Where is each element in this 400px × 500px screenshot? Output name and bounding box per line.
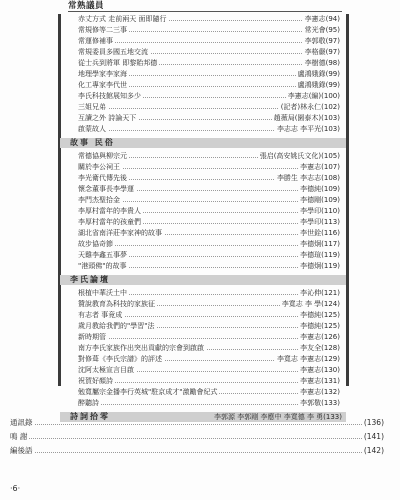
header-rule bbox=[68, 11, 342, 12]
toc-entry[interactable] bbox=[64, 184, 342, 195]
toc-entry[interactable] bbox=[64, 310, 342, 321]
entry-author-page: 李憲志(130) bbox=[300, 366, 340, 374]
entry-title: 天雞李鑫五事夢 bbox=[78, 251, 127, 259]
toc-entry[interactable] bbox=[64, 80, 342, 91]
header-title: 常熟議員 bbox=[68, 1, 105, 11]
entry-title: 李氏科技館展知多少 bbox=[78, 92, 141, 100]
entry-author-page: 盧鴻娥錄(99) bbox=[297, 81, 340, 89]
entry-author-page: 李憲志(131) bbox=[300, 377, 340, 385]
section-right-label: 李郭源 李郭剛 李應中 李寬德 李 勇(133) bbox=[214, 413, 342, 421]
entry-title: 歲月教給我們的"學習"法 bbox=[78, 322, 155, 330]
entry-author-page: 李德純(125) bbox=[300, 322, 340, 330]
entry-title: 根植中華沃土中 bbox=[78, 289, 127, 297]
toc-entry[interactable] bbox=[64, 124, 342, 135]
entry-author-page: 李寬志 李 學(124) bbox=[281, 300, 340, 308]
entry-title: 化工專家李代世 bbox=[78, 81, 127, 89]
toc-column bbox=[64, 14, 342, 425]
bottom-entry[interactable] bbox=[10, 430, 384, 444]
section-header bbox=[64, 274, 342, 286]
entry-title: 醉聽詩 bbox=[78, 399, 99, 407]
entry-title: 常運修補事 bbox=[78, 37, 113, 45]
entry-author-page: 常光會(95) bbox=[304, 26, 340, 34]
entry-title: 赤丈方式 走前兩天 面即隨行 bbox=[78, 15, 167, 23]
dot-leader bbox=[10, 452, 384, 453]
toc-entry[interactable] bbox=[64, 228, 342, 239]
entry-title: 李光衛代傳先後 bbox=[78, 174, 127, 182]
toc-entry[interactable] bbox=[64, 354, 342, 365]
left-bar bbox=[58, 14, 61, 386]
entry-title: 湖北省南洋莊李家神的故事 bbox=[78, 229, 162, 237]
entry-title: 新時期管 bbox=[78, 333, 106, 341]
toc-entry[interactable] bbox=[64, 151, 342, 162]
toc-entry[interactable] bbox=[64, 91, 342, 102]
entry-author-page: 李格嚴(97) bbox=[304, 48, 340, 56]
toc-entry[interactable] bbox=[64, 321, 342, 332]
entry-author-page: 張启(高安姚氏文化)(105) bbox=[259, 152, 340, 160]
toc-entry[interactable] bbox=[64, 47, 342, 58]
bottom-entry-title: 通訊錄 bbox=[10, 416, 35, 430]
entry-author-page: 李樹德(98) bbox=[304, 59, 340, 67]
entry-author-page: 李憲志(107) bbox=[300, 163, 340, 171]
entry-author-page: 李德炯(117) bbox=[300, 240, 340, 248]
toc-entry[interactable] bbox=[64, 365, 342, 376]
toc-entry[interactable] bbox=[64, 162, 342, 173]
entry-author-page: 盧鴻娥錄(99) bbox=[297, 70, 340, 78]
entry-author-page: 李沁伸(121) bbox=[300, 289, 340, 297]
toc-entry[interactable] bbox=[64, 173, 342, 184]
toc-entry[interactable] bbox=[64, 239, 342, 250]
toc-entry[interactable] bbox=[64, 14, 342, 25]
section-header bbox=[64, 137, 342, 149]
bottom-list bbox=[10, 416, 384, 458]
entry-author-page: 趙薇局(園泰木)(103) bbox=[273, 114, 340, 122]
entry-title: 互讀之外 詩論天下 bbox=[78, 114, 137, 122]
toc-entry[interactable] bbox=[64, 195, 342, 206]
entry-author-page: 李憲志(132) bbox=[300, 388, 340, 396]
entry-title: "港頭佛"的故事 bbox=[78, 262, 127, 270]
entry-author-page: 李憲志(94) bbox=[304, 15, 340, 23]
entry-title: 三姐兄弟 bbox=[78, 103, 106, 111]
toc-entry[interactable] bbox=[64, 398, 342, 409]
entry-title: 對修葺《李氏宗譜》的評述 bbox=[78, 355, 162, 363]
dot-leader bbox=[10, 424, 384, 425]
section-label: 李氏論壇 bbox=[70, 275, 110, 284]
bottom-entry-page: (136) bbox=[362, 416, 384, 430]
page-number: ·6· bbox=[10, 484, 21, 493]
bottom-entry-title: 編後語 bbox=[10, 444, 35, 458]
toc-entry[interactable] bbox=[64, 299, 342, 310]
entry-title: 關於李公祠王 bbox=[78, 163, 120, 171]
page-header bbox=[0, 0, 400, 14]
entry-author-page: 李德純(125) bbox=[300, 311, 340, 319]
entry-title: 李厚村當年的孩童們 bbox=[78, 218, 141, 226]
entry-author-page: 李德瑄(119) bbox=[300, 251, 340, 259]
entry-author-page: 李志志 李平光(103) bbox=[276, 125, 340, 133]
toc-entry[interactable] bbox=[64, 376, 342, 387]
bottom-entry[interactable] bbox=[10, 416, 384, 430]
entry-title: 祝賀好顏詩 bbox=[78, 377, 113, 385]
entry-author-page: 李友全(128) bbox=[300, 344, 340, 352]
toc-entry[interactable] bbox=[64, 261, 342, 272]
entry-author-page: 李郭敬(133) bbox=[300, 399, 340, 407]
entry-author-page: 李德剛(109) bbox=[300, 196, 340, 204]
entry-title: 地理學家李家海 bbox=[78, 70, 127, 78]
right-bar bbox=[346, 14, 349, 386]
entry-title: 常規委員多國五地交流 bbox=[78, 48, 148, 56]
bottom-entry-title: 鳴 謝 bbox=[10, 430, 29, 444]
entry-author-page: (記者)林永仁(102) bbox=[280, 103, 340, 111]
toc-entry[interactable] bbox=[64, 332, 342, 343]
toc-entry[interactable] bbox=[64, 25, 342, 36]
entry-author-page: 李寬志 李憲志(129) bbox=[276, 355, 340, 363]
entry-author-page: 李學印(110) bbox=[300, 207, 340, 215]
entry-title: 懷念董事長李學運 bbox=[78, 185, 134, 193]
toc-entry[interactable] bbox=[64, 113, 342, 124]
entry-author-page: 李憲志(126) bbox=[300, 333, 340, 341]
entry-author-page: 李德炯(119) bbox=[300, 262, 340, 270]
toc-entry[interactable] bbox=[64, 69, 342, 80]
entry-title: 有志者 事竟成 bbox=[78, 311, 123, 319]
toc-entry[interactable] bbox=[64, 206, 342, 217]
toc-entry[interactable] bbox=[64, 288, 342, 299]
entry-author-page: 李世銓(116) bbox=[300, 229, 340, 237]
dot-leader bbox=[10, 438, 384, 439]
entry-title: 常德協與柳宗元 bbox=[78, 152, 127, 160]
entry-title: 勉寬屬宗金播李行英城"駐京成才"激勵會紀式 bbox=[78, 388, 218, 396]
entry-title: 常規修等二三事 bbox=[78, 26, 127, 34]
bottom-entry-page: (142) bbox=[362, 444, 384, 458]
toc-entry[interactable] bbox=[64, 36, 342, 47]
entry-author-page: 李德純(109) bbox=[300, 185, 340, 193]
toc-entry[interactable] bbox=[64, 58, 342, 69]
toc-entry[interactable] bbox=[64, 387, 342, 398]
entry-title: 南方李氏家族作出突出貢獻的宗會到啟啟 bbox=[78, 344, 204, 352]
entry-title: 李厚村當年的李貴人 bbox=[78, 207, 141, 215]
toc-entry[interactable] bbox=[64, 343, 342, 354]
entry-author-page: 李學印(113) bbox=[300, 218, 340, 226]
entry-author-page: 李憲志(編)(100) bbox=[287, 92, 340, 100]
toc-entry[interactable] bbox=[64, 102, 342, 113]
entry-title: 故步協奇節 bbox=[78, 240, 113, 248]
entry-title: 啟蒙故人 bbox=[78, 125, 106, 133]
entry-title: 李門杰聖拾金 bbox=[78, 196, 120, 204]
entry-title: 從士兵到將軍 即黎貽邦德 bbox=[78, 59, 158, 67]
toc-entry[interactable] bbox=[64, 250, 342, 261]
toc-entry[interactable] bbox=[64, 217, 342, 228]
bottom-entry-page: (141) bbox=[362, 430, 384, 444]
section-label: 詩詞拾零 bbox=[70, 412, 110, 421]
bottom-entry[interactable] bbox=[10, 444, 384, 458]
entry-author-page: 李郭敬(97) bbox=[304, 37, 340, 45]
section-label: 故事 民俗 bbox=[70, 138, 115, 147]
entry-title: 贊說教育為科技的家族征 bbox=[78, 300, 155, 308]
entry-author-page: 李勝生 李志志(108) bbox=[276, 174, 340, 182]
entry-title: 沈阿太極宣言目啟 bbox=[78, 366, 134, 374]
